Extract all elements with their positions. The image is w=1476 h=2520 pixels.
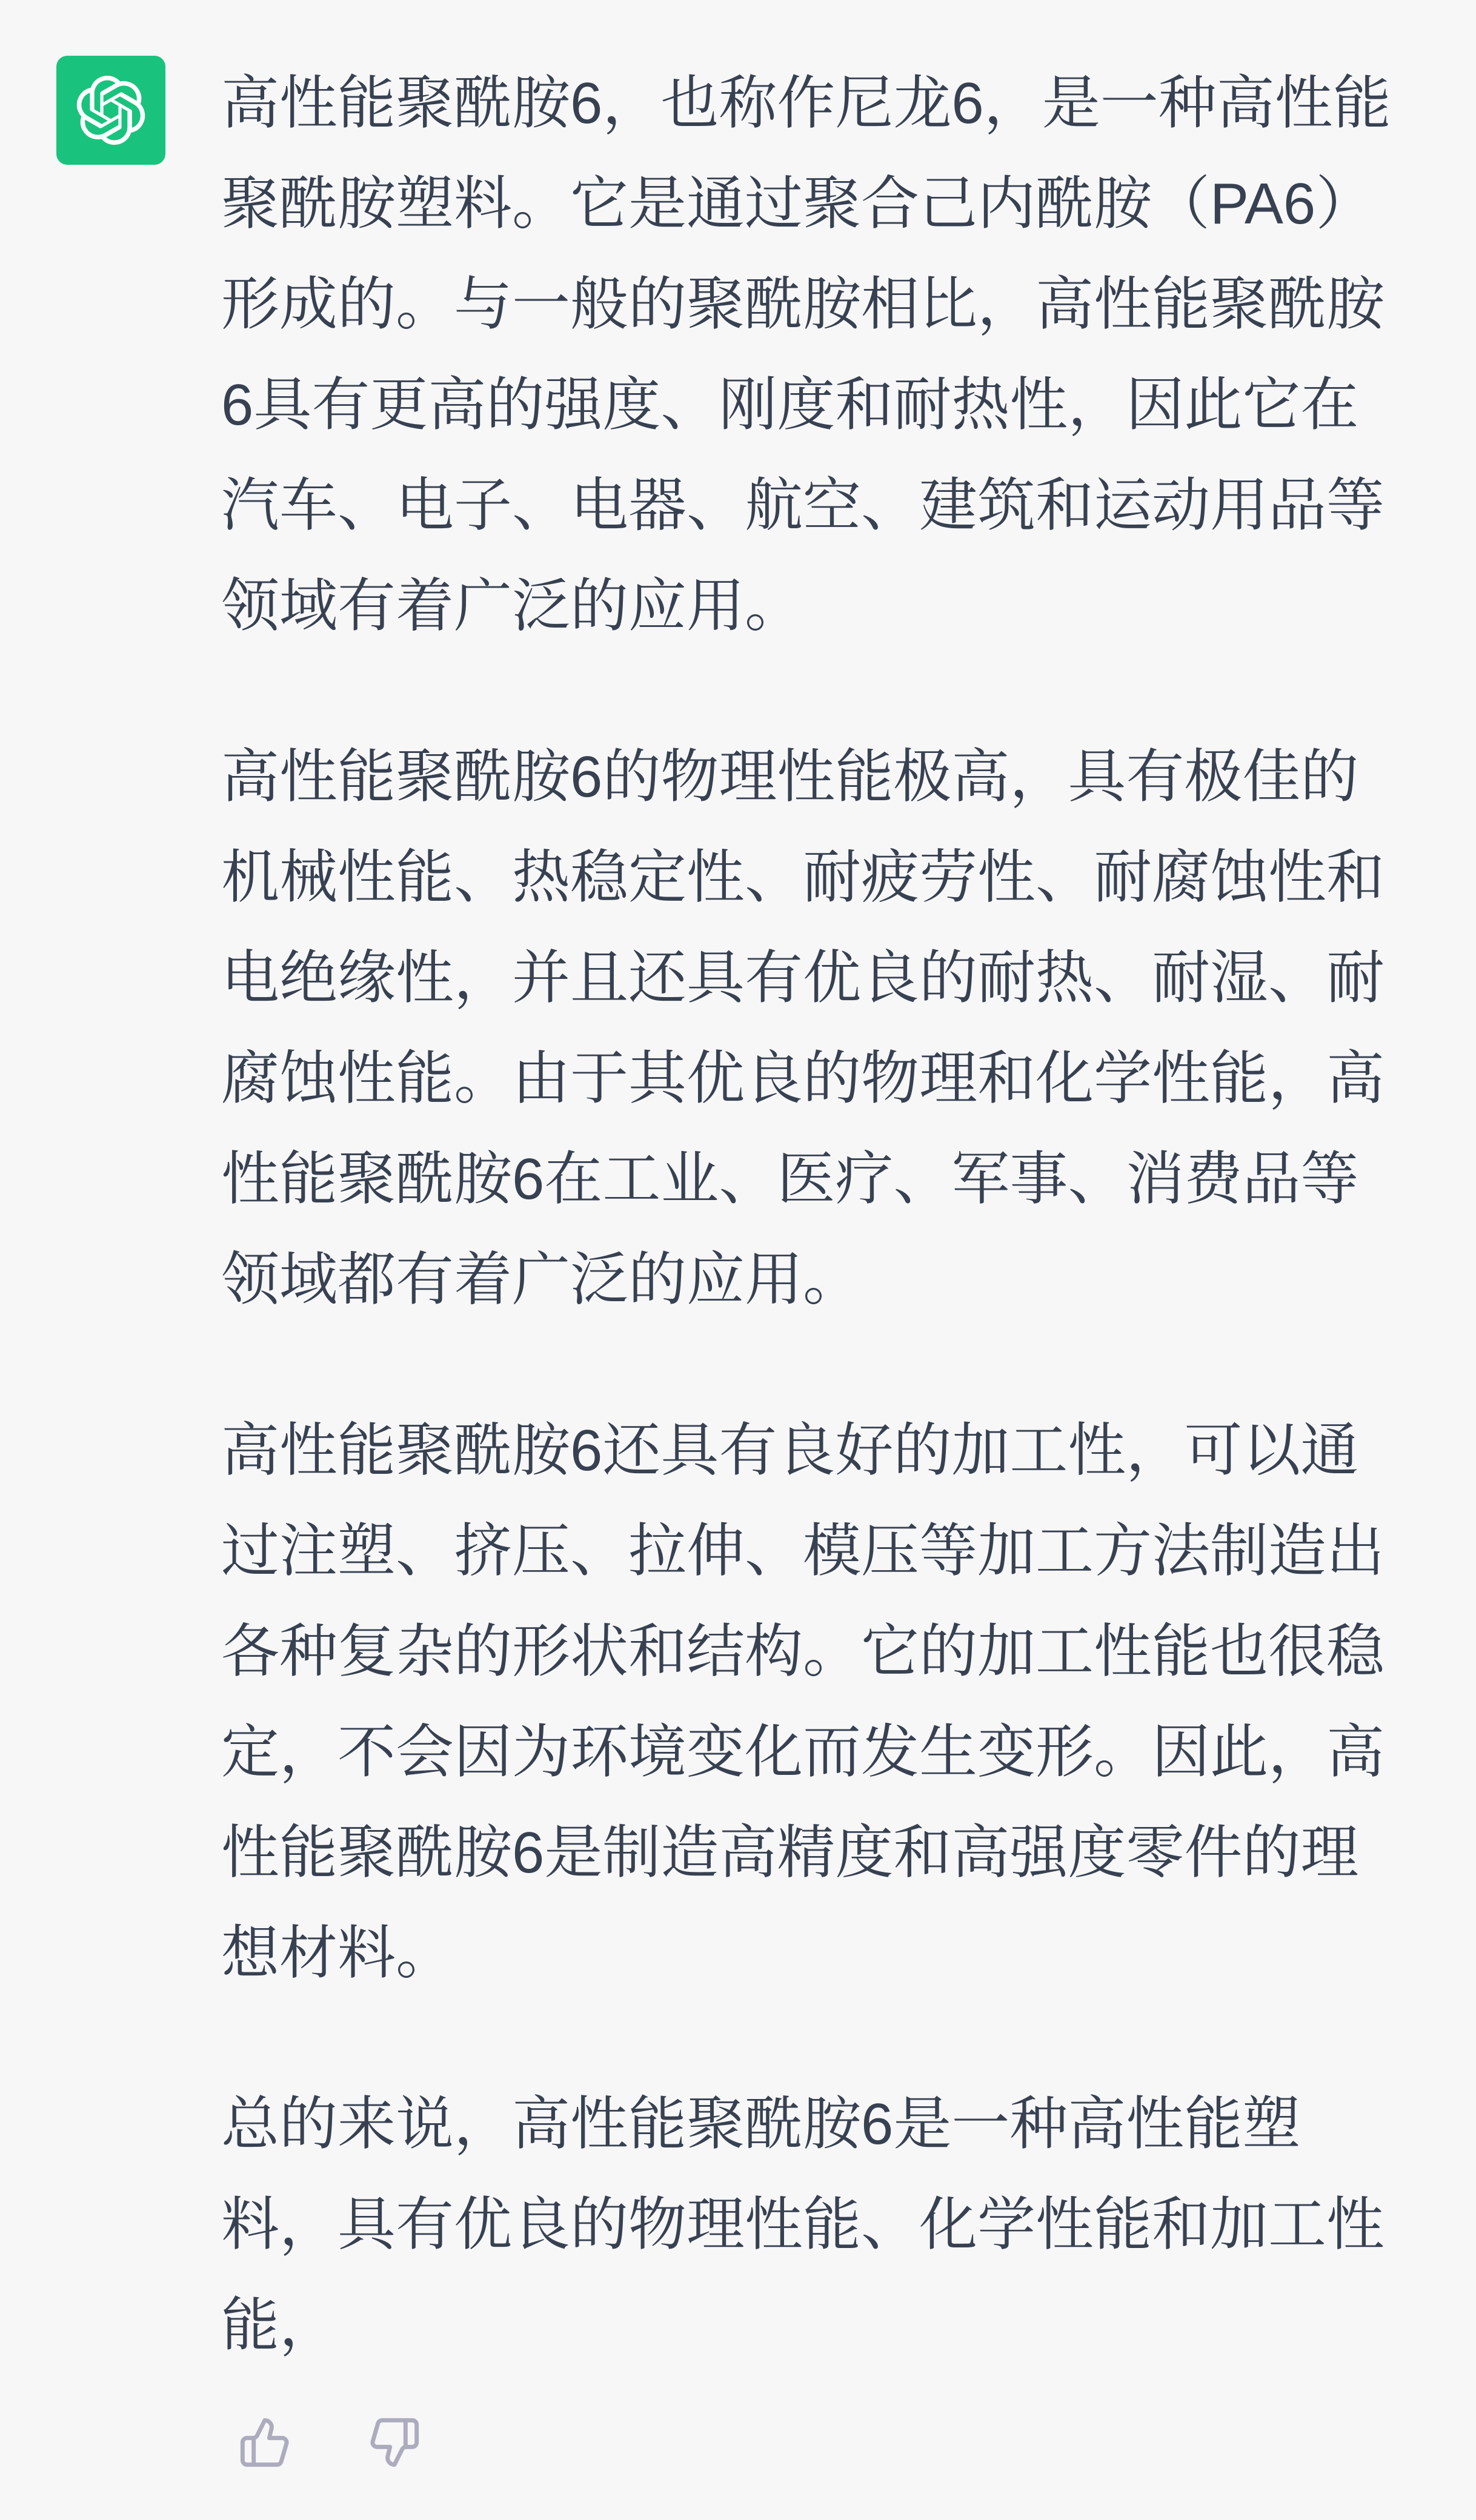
text-line: 各种复杂的形状和结构。它的加工性能也很稳 [221,1619,1385,1684]
text-line: 聚酰胺塑料。它是通过聚合己内酰胺（PA6） [221,171,1374,236]
text-line: 电绝缘性，并且还具有优良的耐热、耐湿、耐 [221,946,1385,1010]
paragraph [221,727,1476,1330]
thumbs-down-icon [368,2416,421,2469]
text-line: 性能聚酰胺6在工业、医疗、军事、消费品等 [221,1147,1359,1212]
text-line: 过注塑、挤压、拉伸、模压等加工方法制造出 [221,1519,1385,1583]
text-line: 高性能聚酰胺6，也称作尼龙6，是一种高性能 [221,71,1391,136]
message-feedback-actions [238,2416,421,2469]
assistant-message-text [221,53,1476,2376]
text-line: 料，具有优良的物理性能、化学性能和加工性 [221,2192,1385,2257]
openai-logo-icon [76,76,145,145]
text-line: 汽车、电子、电器、航空、建筑和运动用品等 [221,473,1385,538]
text-line: 6具有更高的强度、刚度和耐热性，因此它在 [221,373,1359,437]
text-line: 领域有着广泛的应用。 [221,574,803,638]
thumbs-up-icon [238,2416,291,2469]
text-line: 总的来说，高性能聚酰胺6是一种高性能塑 [221,2092,1301,2157]
assistant-avatar [56,56,165,165]
text-line: 高性能聚酰胺6的物理性能极高，具有极佳的 [221,744,1359,809]
text-line: 定，不会因为环境变化而发生变形。因此，高 [221,1720,1385,1785]
thumbs-up-button[interactable] [238,2416,291,2469]
paragraph [221,2074,1476,2376]
text-line: 腐蚀性能。由于其优良的物理和化学性能，高 [221,1046,1385,1111]
text-line: 能， [221,2293,337,2358]
paragraph [221,53,1476,657]
text-line: 性能聚酰胺6是制造高精度和高强度零件的理 [221,1820,1359,1885]
text-line: 形成的。与一般的聚酰胺相比，高性能聚酰胺 [221,272,1385,337]
text-line: 高性能聚酰胺6还具有良好的加工性，可以通 [221,1418,1359,1483]
text-line: 机械性能、热稳定性、耐疲劳性、耐腐蚀性和 [221,845,1385,910]
paragraph [221,1401,1476,2004]
thumbs-down-button[interactable] [368,2416,421,2469]
text-line: 领域都有着广泛的应用。 [221,1247,861,1312]
text-line: 想材料。 [221,1921,454,1986]
